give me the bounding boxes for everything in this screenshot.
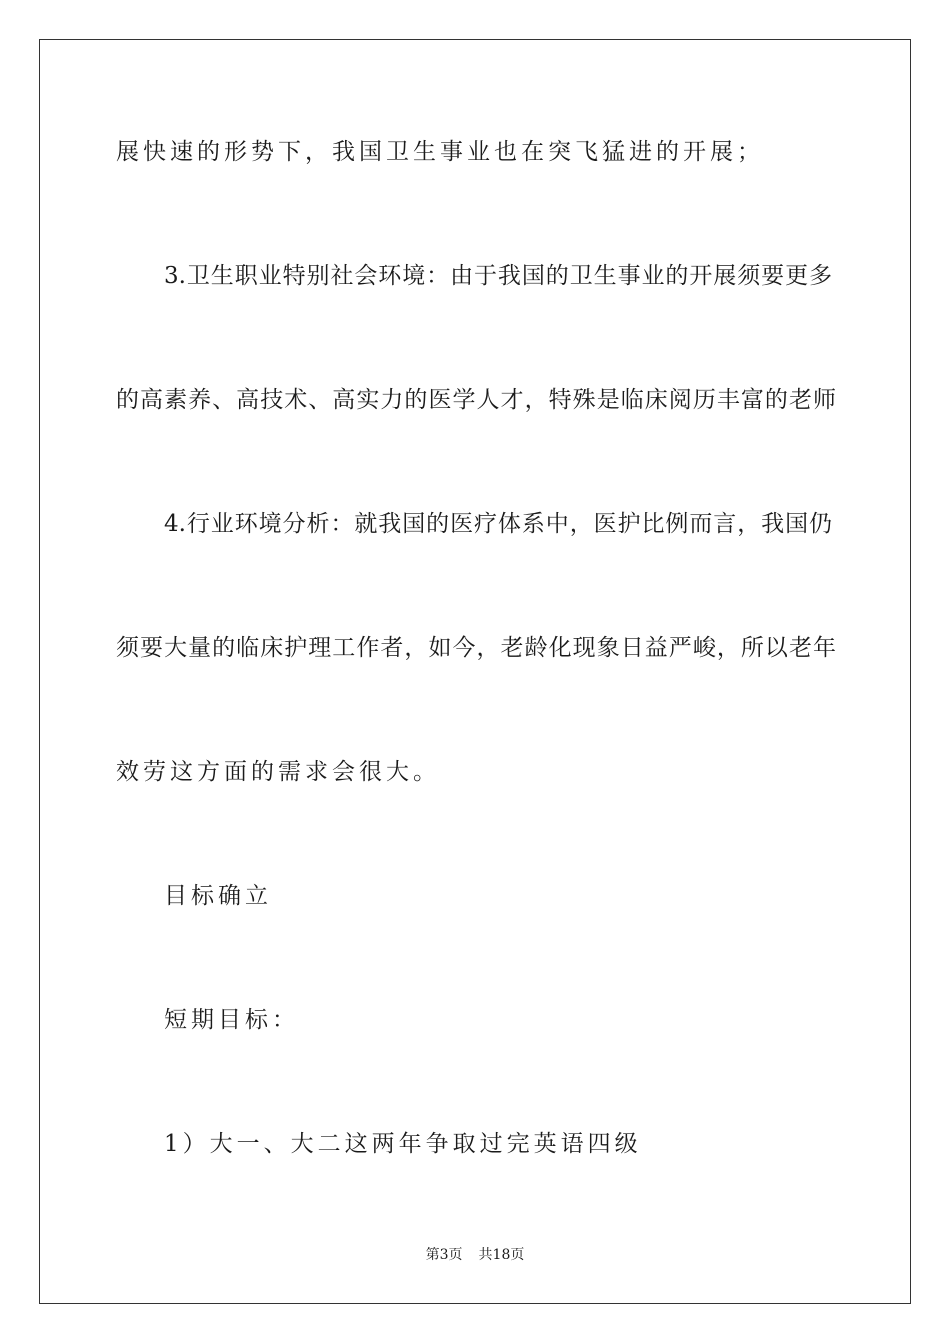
text-line-1: 展快速的形势下，我国卫生事业也在突飞猛进的开展； (116, 139, 764, 165)
heading-goal-setting: 目标确立 (164, 883, 272, 909)
list-item-1: 1）大一、大二这两年争取过完英语四级 (164, 1131, 642, 1157)
page-footer (0, 1245, 950, 1265)
heading-short-term-goals: 短期目标： (164, 1007, 299, 1033)
page-number: 第3页 (425, 1247, 463, 1263)
text-line-3: 的高素养、高技术、高实力的医学人才，特殊是临床阅历丰富的老师 (116, 387, 836, 413)
text-line-6: 效劳这方面的需求会很大。 (116, 759, 440, 785)
text-line-2: 3.卫生职业特别社会环境：由于我国的卫生事业的开展须要更多 (164, 263, 832, 289)
text-line-5: 须要大量的临床护理工作者，如今，老龄化现象日益严峻，所以老年 (116, 635, 836, 661)
text-line-4: 4.行业环境分析：就我国的医疗体系中，医护比例而言，我国仍 (164, 511, 832, 537)
page-border (39, 39, 911, 1304)
page-total: 共18页 (478, 1247, 525, 1263)
